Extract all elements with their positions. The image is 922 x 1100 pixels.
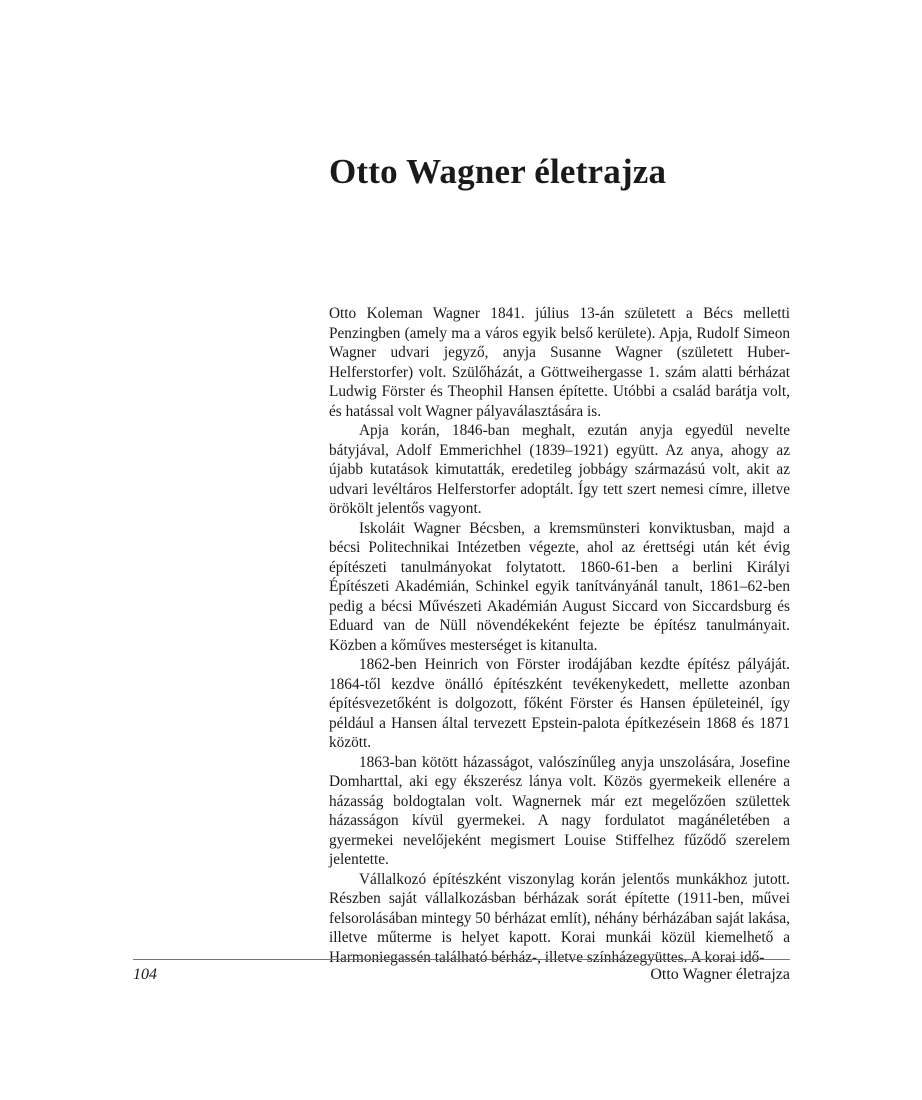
paragraph: 1862-ben Heinrich von Förster irodájában kezdte építész pályáját. 1864-től kezdve önálló építészként tevékenykedett, mellette azonban építésvezetőként is dolgozott, főként Förster és Hansen épületeinél, így például a Hansen által tervezett Epstein-palota építkezésein 1868 és 1871 között. bbox=[329, 656, 790, 751]
paragraph: Iskoláit Wagner Bécsben, a kremsmünsteri konviktusban, majd a bécsi Politechnikai Intézetben végezte, ahol az érettségi után két évig építészeti tanulmányokat folytatott. 1860-61-ben a berlini Királyi Építészeti Akadémián, Schinkel egyik tanítványánál tanult, 1861–62-ben pedig a bécsi Művészeti Akadémián August Siccard von Siccardsburg és Eduard van de Nüll növendékeként fejezte be építész tanulmányait. Közben a kőműves mesterséget is kitanulta. bbox=[329, 519, 790, 654]
body-text bbox=[329, 304, 790, 967]
paragraph: 1863-ban kötött házasságot, valószínűleg anyja unszolására, Josefine Domharttal, aki egy ékszerész lánya volt. Közös gyermekeik ellenére a házasság boldogtalan volt. Wagnernek már ezt megelőzően születtek házasságon kívül gyermekei. A nagy fordulatot magánéletében a gyermekei nevelőjeként megismert Louise Stiffelhez fűződő szerelem jelentette. bbox=[329, 753, 790, 868]
page-title: Otto Wagner életrajza bbox=[329, 152, 667, 191]
paragraph: Otto Koleman Wagner 1841. július 13-án született a Bécs melletti Penzingben (amely ma a város egyik belső kerülete). Apja, Rudolf Simeon Wagner udvari jegyző, anyja Susanne Wagner (született Huber-Helferstorfer) volt. Szülőházát, a Göttweihergasse 1. szám alatti bérházat Ludwig Förster és Theophil Hansen építette. Utóbbi a család barátja volt, és hatással volt Wagner pályaválasztására is. bbox=[329, 305, 790, 420]
page-number: 104 bbox=[133, 966, 157, 983]
paragraph: Apja korán, 1846-ban meghalt, ezután anyja egyedül nevelte bátyjával, Adolf Emmerichhel (1839–1921) együtt. Az anya, ahogy az újabb kutatások kimutatták, eredetileg jobbágy származású volt, akit az udvari levéltáros Helferstorfer adoptált. Így tett szert nemesi címre, illetve örökölt jelentős vagyont. bbox=[329, 422, 790, 517]
paragraph: Vállalkozó építészként viszonylag korán jelentős munkákhoz jutott. Részben saját vállalkozásban bérházak sorát építette (1911-ben, művei felsorolásában mintegy 50 bérházat említ), néhány bérházában saját lakása, illetve műterme is helyet kapott. Korai munkái közül kiemelhető a Harmoniegassén található bérház-, illetve színházegyüttes. A korai idő- bbox=[329, 870, 790, 966]
footer-rule bbox=[133, 959, 790, 960]
running-head: Otto Wagner életrajza bbox=[650, 966, 790, 983]
